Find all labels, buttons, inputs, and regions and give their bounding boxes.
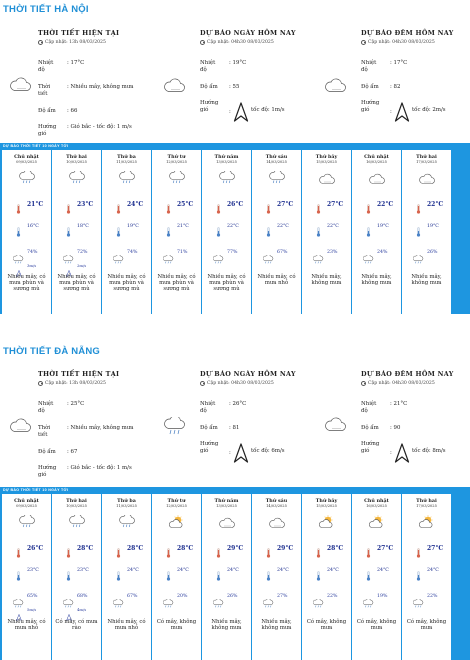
wind-colon: : [229,109,231,115]
city-section [0,0,470,318]
forecast-grid [0,494,470,660]
forecast-day-card[interactable] [402,150,451,314]
rain-chance-icon [413,593,425,612]
rain-cloud-icon [169,170,185,189]
rain-cloud-icon [119,170,135,189]
weather-description: Nhiều mây, có mưa nhỏ [257,274,296,287]
temp-label: Nhiệt độ [200,60,216,73]
weather-description: Nhiều mây, có mưa phùn và sương mù [157,274,196,293]
humidity-value: : 67 [67,449,78,455]
rain-cloud-icon [119,514,135,533]
temp-label: Nhiệt độ [361,401,377,414]
day-name: Chủ nhật [364,154,389,160]
max-temp: 27°C [277,201,294,208]
temp-value: : 21°C [390,401,408,407]
day-date: 10/03/2025 [66,504,87,508]
humidity-value: : 81 [229,425,240,431]
rain-chance: 20% [177,594,188,599]
min-temp: 24°C [177,568,189,573]
weather-description: Nhiều mây, không mưa [211,619,242,632]
updated-text: Cập nhật: 04h30 08/03/2025 [368,40,435,45]
day-name: Chủ nhật [14,498,39,504]
rain-cloud-icon [19,514,35,533]
weather-description: Nhiều mây, có mưa phùn và sương mù [7,274,46,293]
wind-value: : Gió bắc - tốc độ: 1 m/s [67,124,132,130]
day-name: Thứ hai [416,498,437,504]
weather-description: Nhiều mây, không mưa [311,274,342,287]
humidity-label: Độ ẩm [361,425,379,431]
clock-icon [38,40,43,45]
day-date: 12/03/2025 [166,504,187,508]
thermometer-low-icon [66,566,71,585]
temp-value: : 26°C [229,401,247,407]
forecast-title-bar: DỰ BÁO THỜI TIẾT 10 NGÀY TỚI [0,487,470,494]
weather-description: Có mây, không mưa [306,619,347,632]
max-temp: 21°C [27,201,44,208]
max-temp: 25°C [177,201,194,208]
thermometer-low-icon [266,222,271,241]
max-temp: 28°C [127,545,144,552]
cloud-icon [419,170,435,189]
updated-time [361,381,435,386]
city-section [0,341,470,659]
thermometer-low-icon [166,566,171,585]
max-temp: 27°C [377,545,394,552]
thermometer-low-icon [16,222,21,241]
humidity-value: : 66 [67,108,78,114]
thermometer-low-icon [166,222,171,241]
min-temp: 24°C [427,568,439,573]
thermometer-high-icon [266,199,271,218]
thermometer-low-icon [116,566,121,585]
rain-cloud-icon [69,170,85,189]
rain-chance-icon [213,249,225,268]
forecast-day-card[interactable] [302,150,351,314]
cloud-icon [10,418,32,438]
day-header: DỰ BÁO NGÀY HÔM NAY [200,370,296,378]
min-temp: 23°C [77,568,89,573]
thermometer-low-icon [216,566,221,585]
weather-description: Nhiều mây, không mưa [411,274,442,287]
thermometer-low-icon [66,222,71,241]
min-temp: 19°C [427,224,439,229]
weather-description: Có mây, không mưa [156,619,197,632]
max-temp: 26°C [227,201,244,208]
rain-chance-icon [263,593,275,612]
rain-cloud-icon [19,170,35,189]
forecast-day-card[interactable] [202,150,251,314]
wind-colon: : [390,450,392,456]
rain-chance: 67% [277,250,288,255]
sun-cloud-icon [169,514,185,533]
day-name: Thứ tư [167,498,186,504]
thermometer-high-icon [366,199,371,218]
rain-chance: 77% [227,250,238,255]
wind-colon: : [390,109,392,115]
thermometer-low-icon [316,222,321,241]
day-name: Chủ nhật [14,154,39,160]
humidity-value: : 55 [229,84,240,90]
current-header: THỜI TIẾT HIỆN TẠI [38,29,120,37]
thermometer-low-icon [366,566,371,585]
max-temp: 28°C [327,545,344,552]
wind-label: Hướng gió [200,100,219,113]
forecast-day-card[interactable] [2,494,51,660]
wind-speed: 4m/s [77,607,87,612]
max-temp: 27°C [327,201,344,208]
min-temp: 22°C [327,224,339,229]
rain-chance: 23% [327,250,338,255]
day-name: Thứ bảy [315,498,338,504]
day-name: Thứ sáu [265,498,288,504]
day-date: 13/03/2025 [216,504,237,508]
thermometer-low-icon [266,566,271,585]
rain-chance: 19% [377,594,388,599]
rain-chance: 26% [427,250,438,255]
forecast-day-card[interactable] [302,494,351,660]
day-forecast-panel [200,29,315,141]
day-date: 17/03/2025 [416,504,437,508]
weather-description: Nhiều mây, không mưa [361,274,392,287]
humidity-value: : 82 [390,84,401,90]
temp-label: Nhiệt độ [38,60,54,73]
forecast-title-bar: DỰ BÁO THỜI TIẾT 10 NGÀY TỚI [0,143,470,150]
rain-chance-icon [413,249,425,268]
day-name: Thứ năm [214,498,239,504]
thermometer-low-icon [116,222,121,241]
rain-cloud-icon [164,417,186,441]
clock-icon [361,40,366,45]
min-temp: 16°C [27,224,39,229]
wind-direction-icon [394,102,410,126]
day-name: Thứ ba [117,498,136,504]
wind-speed: 2m/s [77,263,87,268]
day-date: 15/03/2025 [316,504,337,508]
rain-chance: 71% [177,250,188,255]
thermometer-low-icon [416,222,421,241]
forecast-day-card[interactable] [2,150,51,314]
updated-time [361,40,435,45]
rain-chance: 26% [227,594,238,599]
rain-chance-icon [163,593,175,612]
updated-time [38,40,106,45]
thermometer-high-icon [16,199,21,218]
day-name: Thứ hai [416,154,437,160]
rain-chance-icon [363,249,375,268]
forecast-day-card[interactable] [252,494,301,660]
cloud-icon [319,170,335,189]
thermometer-low-icon [416,566,421,585]
rain-chance: 72% [77,250,88,255]
rain-chance: 74% [127,250,138,255]
forecast-day-card[interactable] [102,150,151,314]
min-temp: 21°C [177,224,189,229]
rain-chance: 74% [27,250,38,255]
thermometer-high-icon [66,543,71,562]
day-name: Thứ bảy [315,154,338,160]
thermometer-low-icon [216,222,221,241]
weather-description: Có mây, có mưa rào [55,619,98,632]
min-temp: 24°C [377,568,389,573]
forecast-day-card[interactable] [352,494,401,660]
current-weather-panel [38,370,153,482]
day-date: 16/03/2025 [366,504,387,508]
day-name: Thứ ba [117,154,136,160]
day-date: 15/03/2025 [316,160,337,164]
updated-time [200,381,274,386]
cloud-icon [10,77,32,97]
sky-label: Thời tiết [38,84,51,97]
weather-description: Nhiều mây, có mưa nhỏ [7,619,46,632]
forecast-day-card[interactable] [402,494,451,660]
forecast-day-card[interactable] [102,494,151,660]
sun-cloud-icon [419,514,435,533]
city-title: THỜI TIẾT HÀ NỘI [3,4,89,15]
max-temp: 24°C [127,201,144,208]
day-date: 14/03/2025 [266,160,287,164]
night-header: DỰ BÁO ĐÊM HÔM NAY [361,29,454,37]
day-name: Thứ hai [66,154,87,160]
thermometer-high-icon [66,199,71,218]
thermometer-high-icon [116,543,121,562]
night-header: DỰ BÁO ĐÊM HÔM NAY [361,370,454,378]
day-date: 14/03/2025 [266,504,287,508]
thermometer-high-icon [16,543,21,562]
min-temp: 19°C [127,224,139,229]
thermometer-high-icon [316,543,321,562]
day-forecast-panel [200,370,315,482]
day-name: Thứ tư [167,154,186,160]
day-name: Thứ năm [214,154,239,160]
wind-direction-icon [233,102,249,126]
day-name: Chủ nhật [364,498,389,504]
weather-description: Nhiều mây, có mưa phùn và sương mù [207,274,246,293]
max-temp: 28°C [77,545,94,552]
max-temp: 22°C [377,201,394,208]
rain-chance-icon [113,249,125,268]
min-temp: 24°C [227,568,239,573]
thermometer-low-icon [316,566,321,585]
updated-text: Cập nhật: 13h 08/03/2025 [45,40,106,45]
thermometer-high-icon [216,543,221,562]
rain-chance: 65% [27,594,38,599]
day-date: 11/03/2025 [116,160,137,164]
day-date: 09/03/2025 [16,160,37,164]
max-temp: 28°C [177,545,194,552]
temp-label: Nhiệt độ [38,401,54,414]
temp-value: : 19°C [229,60,247,66]
clock-icon [200,40,205,45]
city-title: THỜI TIẾT ĐÀ NẴNG [3,346,100,357]
thermometer-high-icon [166,199,171,218]
rain-chance: 24% [377,250,388,255]
humidity-value: : 90 [390,425,401,431]
updated-text: Cập nhật: 04h30 08/03/2025 [368,381,435,386]
clock-icon [361,381,366,386]
humidity-label: Độ ẩm [200,425,218,431]
rain-cloud-icon [69,514,85,533]
forecast-day-card[interactable] [52,150,101,314]
weather-description: Nhiều mây, có mưa nhỏ [107,619,146,632]
wind-speed: 5m/s [27,607,37,612]
sun-cloud-icon [369,514,385,533]
temp-value: : 17°C [390,60,408,66]
wind-label: Hướng gió [361,441,380,454]
temp-value: : 17°C [67,60,85,66]
cloud-icon [219,514,235,533]
rain-cloud-icon [219,170,235,189]
humidity-label: Độ ẩm [38,449,56,455]
clock-icon [200,381,205,386]
max-temp: 22°C [427,201,444,208]
weather-description: Có mây, không mưa [406,619,447,632]
day-date: 10/03/2025 [66,160,87,164]
max-temp: 29°C [227,545,244,552]
rain-chance-icon [363,593,375,612]
rain-chance: 68% [77,594,88,599]
humidity-label: Độ ẩm [38,108,56,114]
forecast-grid [0,150,470,314]
thermometer-high-icon [166,543,171,562]
rain-chance-icon [113,593,125,612]
temp-label: Nhiệt độ [361,60,377,73]
forecast-day-card[interactable] [252,150,301,314]
night-forecast-panel [361,29,469,141]
cloud-icon [164,78,186,98]
thermometer-low-icon [366,222,371,241]
rain-chance: 27% [277,594,288,599]
rain-chance: 22% [427,594,438,599]
forecast-day-card[interactable] [152,150,201,314]
forecast-day-card[interactable] [202,494,251,660]
wind-speed: tốc độ: 6m/s [251,448,285,454]
cloud-icon [325,417,347,437]
sky-value: : Nhiều mây, không mưa [67,425,134,431]
wind-label: Hướng gió [361,100,380,113]
sky-label: Thời tiết [38,425,51,438]
rain-chance-icon [313,593,325,612]
thermometer-high-icon [366,543,371,562]
forecast-day-card[interactable] [352,150,401,314]
weather-description: Nhiều mây, có mưa phùn và sương mù [107,274,146,293]
day-date: 16/03/2025 [366,160,387,164]
wind-speed: 3m/s [27,263,37,268]
rain-chance-icon [313,249,325,268]
night-forecast-panel [361,370,469,482]
thermometer-high-icon [216,199,221,218]
forecast-day-card[interactable] [152,494,201,660]
wind-value: : Gió bắc - tốc độ: 1 m/s [67,465,132,471]
day-date: 17/03/2025 [416,160,437,164]
weather-description: Có mây, không mưa [356,619,397,632]
thermometer-low-icon [16,566,21,585]
day-name: Thứ hai [66,498,87,504]
min-temp: 18°C [77,224,89,229]
wind-speed: tốc độ: 8m/s [412,448,446,454]
updated-time [38,381,106,386]
day-date: 09/03/2025 [16,504,37,508]
day-date: 11/03/2025 [116,504,137,508]
updated-text: Cập nhật: 04h30 08/03/2025 [207,40,274,45]
rain-chance: 22% [327,594,338,599]
day-date: 12/03/2025 [166,160,187,164]
humidity-label: Độ ẩm [361,84,379,90]
wind-direction-icon [394,443,410,467]
min-temp: 22°C [277,224,289,229]
max-temp: 29°C [277,545,294,552]
wind-label: Hướng gió [38,465,57,478]
temp-value: : 25°C [67,401,85,407]
thermometer-high-icon [316,199,321,218]
rain-chance-icon [263,249,275,268]
current-header: THỜI TIẾT HIỆN TẠI [38,370,120,378]
current-weather-panel [38,29,153,141]
max-temp: 27°C [427,545,444,552]
rain-chance-icon [163,249,175,268]
wind-label: Hướng gió [200,441,219,454]
thermometer-high-icon [266,543,271,562]
clock-icon [38,381,43,386]
rain-chance-icon [213,593,225,612]
rain-cloud-icon [269,170,285,189]
updated-text: Cập nhật: 13h 08/03/2025 [45,381,106,386]
cloud-icon [369,170,385,189]
min-temp: 24°C [277,568,289,573]
weather-description: Nhiều mây, không mưa [261,619,292,632]
cloud-icon [325,78,347,98]
humidity-label: Độ ẩm [200,84,218,90]
wind-speed: tốc độ: 1m/s [251,107,285,113]
day-date: 13/03/2025 [216,160,237,164]
sky-value: : Nhiều mây, không mưa [67,84,134,90]
thermometer-high-icon [416,199,421,218]
thermometer-high-icon [116,199,121,218]
wind-speed: tốc độ: 2m/s [412,107,446,113]
day-header: DỰ BÁO NGÀY HÔM NAY [200,29,296,37]
weather-description: Nhiều mây, có mưa phùn và sương mù [57,274,96,293]
day-name: Thứ sáu [265,154,288,160]
wind-direction-icon [233,443,249,467]
min-temp: 24°C [127,568,139,573]
temp-label: Nhiệt độ [200,401,216,414]
forecast-day-card[interactable] [52,494,101,660]
min-temp: 24°C [327,568,339,573]
max-temp: 23°C [77,201,94,208]
rain-chance: 67% [127,594,138,599]
min-temp: 23°C [27,568,39,573]
min-temp: 22°C [227,224,239,229]
sun-cloud-icon [319,514,335,533]
wind-label: Hướng gió [38,124,57,137]
cloud-icon [269,514,285,533]
wind-colon: : [229,450,231,456]
updated-text: Cập nhật: 04h30 08/03/2025 [207,381,274,386]
updated-time [200,40,274,45]
min-temp: 19°C [377,224,389,229]
thermometer-high-icon [416,543,421,562]
max-temp: 26°C [27,545,44,552]
